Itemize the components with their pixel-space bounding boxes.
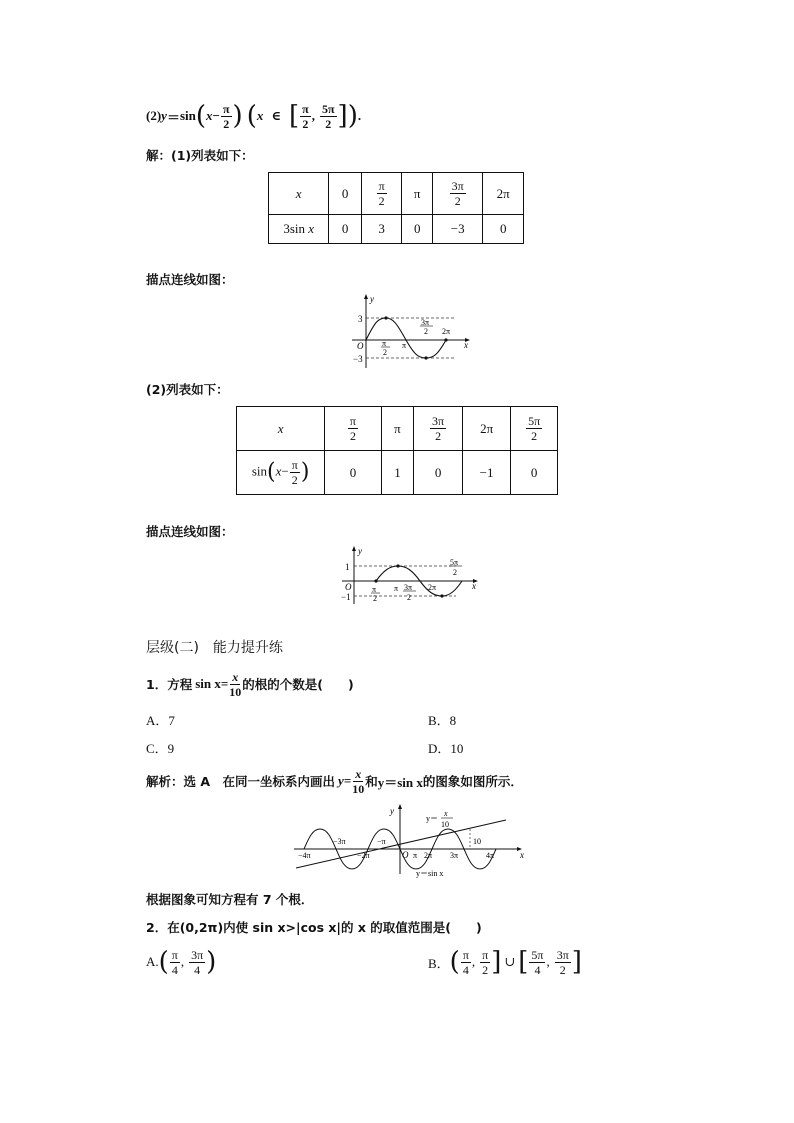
table2-header-cell: 2π (462, 407, 511, 451)
fraction-pi-over-4: $\frac{\pi}{4}$ (171, 947, 178, 977)
y-axis-arrow (398, 804, 402, 809)
solution-1-label: 解：(1)列表如下： (146, 148, 254, 163)
tick-neg-3pi: −3π (333, 837, 346, 846)
conclusion-1: 根据图象可知方程有 7 个根． (146, 892, 314, 907)
fraction-3pi-over-4: $\frac{3\pi}{4}$ (191, 947, 204, 977)
table2-header-label: x (237, 407, 325, 451)
analysis-1-tail: 的图象如图所示． (422, 774, 523, 789)
table1-row-label: 3sin x (269, 215, 329, 244)
paren-open: ( (449, 947, 460, 977)
tick-2pi: 2π (428, 583, 437, 592)
question-1-eq: = (220, 676, 229, 691)
comma: , (546, 954, 550, 969)
tick-2pi: 2π (424, 851, 433, 860)
tick-pi: π (402, 341, 407, 350)
option-b[interactable] (428, 710, 456, 729)
analysis-1-eq: = (343, 773, 352, 788)
y-axis-arrow (352, 546, 356, 551)
paren-open: ( (158, 947, 169, 977)
table2-header-cell: $\frac{5\pi}{2}$ (511, 407, 558, 451)
fraction-pi-over-2: $\frac{\pi}{2}$ (482, 947, 489, 977)
comma: , (471, 954, 476, 969)
y-axis-label: y (358, 546, 362, 556)
table2-cell: 0 (325, 451, 381, 495)
analysis-1-fraction: $\frac{x}{10}$ (352, 766, 365, 796)
fraction-lower-bound: $\frac{\pi}{2}$ (302, 101, 309, 131)
problem-var: x (206, 108, 213, 123)
question-1-lhs: sin x (195, 676, 221, 691)
comma: , (180, 954, 185, 969)
analysis-1-y2: y＝sin x (377, 774, 423, 790)
problem-fn: sin (179, 108, 196, 123)
table2-cell: 0 (414, 451, 463, 495)
option-a-text: 7 (168, 713, 175, 728)
question-1 (146, 665, 354, 703)
option-b-text: 8 (449, 713, 457, 728)
paren-close-2: ) (347, 101, 358, 131)
y-axis-arrow (364, 294, 368, 299)
table1-cell: 3 (361, 215, 402, 244)
fraction-upper-bound: $\frac{5\pi}{2}$ (321, 101, 335, 131)
option-2a[interactable] (146, 944, 216, 980)
union-sign: ∪ (504, 954, 516, 969)
origin-label: O (345, 582, 352, 592)
option-2b-letter: B． (428, 955, 450, 971)
table2-header-cell: π (381, 407, 414, 451)
solution-2-label: (2)列表如下： (146, 382, 229, 397)
tick-3pi-over-2-den: 2 (424, 327, 428, 336)
element-of: ∈ (271, 108, 281, 123)
tick-3pi-over-2-num: 3π (421, 318, 430, 327)
bracket-open: [ (288, 101, 300, 131)
table2-cell: 0 (511, 451, 558, 495)
tick-neg-4pi: −4π (298, 851, 311, 860)
fraction-3pi-over-2: $\frac{3\pi}{2}$ (556, 947, 569, 977)
analysis-1-y1: y (338, 773, 344, 788)
table1-cell: −3 (432, 215, 482, 244)
tick-5pi-over-2-num: 5π (450, 558, 459, 567)
problem-label: (2) (146, 108, 162, 123)
bracket-close: ] (491, 947, 502, 977)
table2-cell: 1 (381, 451, 414, 495)
paren-open: ( (195, 101, 207, 131)
tick-4pi: 4π (486, 851, 495, 860)
option-a-letter: A． (146, 713, 169, 728)
x-axis-label: x (464, 340, 468, 350)
y-axis-label: y (370, 294, 374, 304)
fraction-pi-over-4: $\frac{\pi}{4}$ (462, 947, 469, 977)
table1-header-label: x (269, 173, 329, 215)
bracket-close: ] (571, 947, 582, 977)
option-c-letter: C． (146, 741, 168, 756)
problem-2-statement (146, 96, 361, 136)
line-label-lhs: y＝ (426, 814, 438, 823)
option-2a-letter: A. (146, 954, 159, 969)
sin-label: y＝sin x (416, 869, 444, 878)
tick-3pi: 3π (450, 851, 459, 860)
tick-pi-over-2-den: 2 (373, 594, 377, 603)
line-label-den: 10 (441, 820, 449, 829)
min-point (424, 356, 427, 359)
minus-sign: − (212, 108, 220, 123)
question-1-number: 1．方程 (146, 677, 193, 692)
tick-neg-pi: −π (377, 837, 386, 846)
option-a[interactable] (146, 710, 175, 729)
line-label-num: x (444, 809, 448, 818)
graph-3sinx (348, 292, 478, 372)
paren-open-2: ( (246, 101, 257, 131)
tick-pi-over-2-num: π (382, 339, 387, 348)
paren-close: ) (232, 101, 243, 131)
tick-5pi-over-2-den: 2 (453, 568, 457, 577)
plot-caption-1: 描点连线如图： (146, 272, 234, 287)
question-2: 2．在(0,2π)内使 sin x>|cos x|的 x 的取值范围是( ) (146, 920, 482, 935)
equals-sign: ＝ (166, 109, 180, 125)
paren-close: ) (206, 947, 217, 977)
option-b-letter: B． (428, 713, 450, 728)
table-1 (268, 172, 524, 244)
max-point (396, 564, 399, 567)
graph-sin-shift (338, 544, 486, 606)
origin-label: O (402, 850, 409, 860)
bracket-open: [ (518, 947, 529, 977)
section-title: 层级(二) 能力提升练 (146, 640, 283, 656)
analysis-1-mid: 和 (365, 774, 378, 789)
y-axis-label: y (390, 806, 394, 816)
tick-pi: π (413, 851, 418, 860)
start-point (374, 579, 377, 582)
fraction-pi-over-2: $\frac{\pi}{2}$ (222, 101, 230, 131)
table2-header-cell: $\frac{\pi}{2}$ (325, 407, 381, 451)
table1-cell: 0 (329, 215, 362, 244)
tick-neg-2pi: −2π (357, 851, 370, 860)
table2-cell: −1 (462, 451, 511, 495)
min-point (440, 594, 443, 597)
y-min-label: −3 (353, 354, 363, 364)
option-c-text: 9 (167, 741, 175, 756)
option-2b[interactable] (428, 944, 582, 980)
tick-pi-over-2-den: 2 (383, 348, 387, 357)
table1-header-cell: 2π (483, 173, 524, 215)
graph-line-vs-sine (290, 802, 530, 882)
table1-header-cell: $\frac{\pi}{2}$ (361, 173, 402, 215)
sine-curve (366, 318, 446, 358)
table-2 (236, 406, 558, 495)
plot-caption-2: 描点连线如图： (146, 524, 234, 539)
ten-label: 10 (473, 837, 481, 846)
option-d[interactable] (428, 738, 463, 757)
analysis-1 (146, 762, 523, 800)
y-max-label: 1 (345, 562, 350, 572)
analysis-1-prefix: 解析：选 A 在同一坐标系内画出 (146, 774, 336, 789)
x-axis-label: x (472, 581, 476, 591)
max-point (384, 316, 387, 319)
tick-pi: π (394, 584, 399, 593)
period: . (357, 108, 362, 123)
comma: , (311, 108, 315, 123)
option-d-letter: D． (428, 741, 451, 756)
problem-lhs: y (161, 108, 167, 123)
table2-row-label: sin(x− $\frac{\pi}{2}$ ) (237, 451, 325, 495)
end-point (444, 338, 447, 341)
tick-3pi-over-2-num: 3π (404, 583, 413, 592)
table1-header-cell: 0 (329, 173, 362, 215)
table1-cell: 0 (402, 215, 433, 244)
table1-header-cell: π (402, 173, 433, 215)
bracket-close: ] (337, 101, 348, 131)
x-axis-label: x (520, 850, 524, 860)
option-c[interactable] (146, 738, 174, 757)
table1-header-cell: $\frac{3\pi}{2}$ (432, 173, 482, 215)
tick-2pi: 2π (442, 327, 451, 336)
y-min-label: −1 (341, 592, 351, 602)
y-max-label: 3 (358, 314, 363, 324)
option-d-text: 10 (450, 741, 464, 756)
table2-header-cell: $\frac{3\pi}{2}$ (414, 407, 463, 451)
origin-label: O (357, 341, 364, 351)
domain-var: x (256, 108, 264, 123)
question-1-fraction: $\frac{x}{10}$ (229, 669, 242, 699)
table1-cell: 0 (483, 215, 524, 244)
tick-3pi-over-2-den: 2 (407, 593, 411, 602)
question-1-tail: 的根的个数是( ) (242, 677, 354, 692)
tick-pi-over-2-num: π (372, 585, 377, 594)
fraction-5pi-over-4: $\frac{5\pi}{4}$ (531, 947, 544, 977)
